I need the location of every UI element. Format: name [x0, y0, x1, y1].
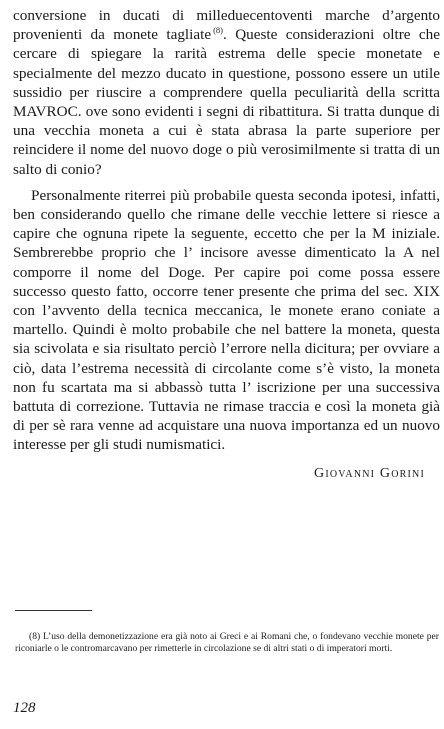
footnote-8: (8) L’uso della demonetizzazione era già noto ai Greci e ai Romani che, o fondevano vecchie monete per riconiarle o le contromarcavano per rimetterle in circolazione se di altri stati o di imperatori morti. [15, 631, 439, 655]
page-number: 128 [13, 700, 36, 716]
paragraph-1-text-end: . Queste considerazioni oltre che cercare di spiegare la rarità estrema delle specie monetate e specialmente del mezzo ducato in questione, possono essere un utile sussidio per riuscire a comprendere quella peculiarità della scritta MAVROC. ove sono evidenti i segni di ribattitura. Si tratta dunque di una vecchia moneta a cui è stata abrasa la parte superiore per reincidere il nome del nuovo doge o più verosimilmente si tratta di un salto di conio? [13, 26, 440, 178]
paragraph-1 [13, 6, 440, 179]
paragraph-2: Personalmente riterrei più probabile questa seconda ipotesi, infatti, ben considerando quello che rimane delle vecchie lettere si riesce a capire che ognuna ripete la seguente, eccetto che per la M iniziale. Sembrerebbe proprio che l’ incisore avesse dimenticato la A nel comporre il nome del Doge. Per capire poi come possa essere successo questo fatto, occorre tener presente che prima del sec. XIX con l’avvento della tecnica meccanica, le monete erano coniate a martello. Quindi è molto probabile che nel battere la moneta, questa sia scivolata e sia risultato perciò l’errore nella dicitura; per ovviare a ciò, data l’estrema necessità di circolante come s’è visto, la moneta non fu scartata ma si abbassò tutta l’ iscrizione per una successiva battuta di correzione. Tuttavia ne rimase traccia e così la moneta già di per sè rara venne ad acquistare una nuova importanza ed un nuovo interesse per gli studi numismatici. [13, 186, 440, 454]
paragraph-1-text-start: conversione in ducati di milleduecentoventi marche d’argento provenienti da monete tagliate [13, 7, 440, 44]
footnote-divider [15, 610, 92, 611]
page [13, 6, 440, 716]
footnote-reference: (8) [213, 25, 223, 36]
author-signature: Giovanni Gorini [314, 466, 425, 481]
